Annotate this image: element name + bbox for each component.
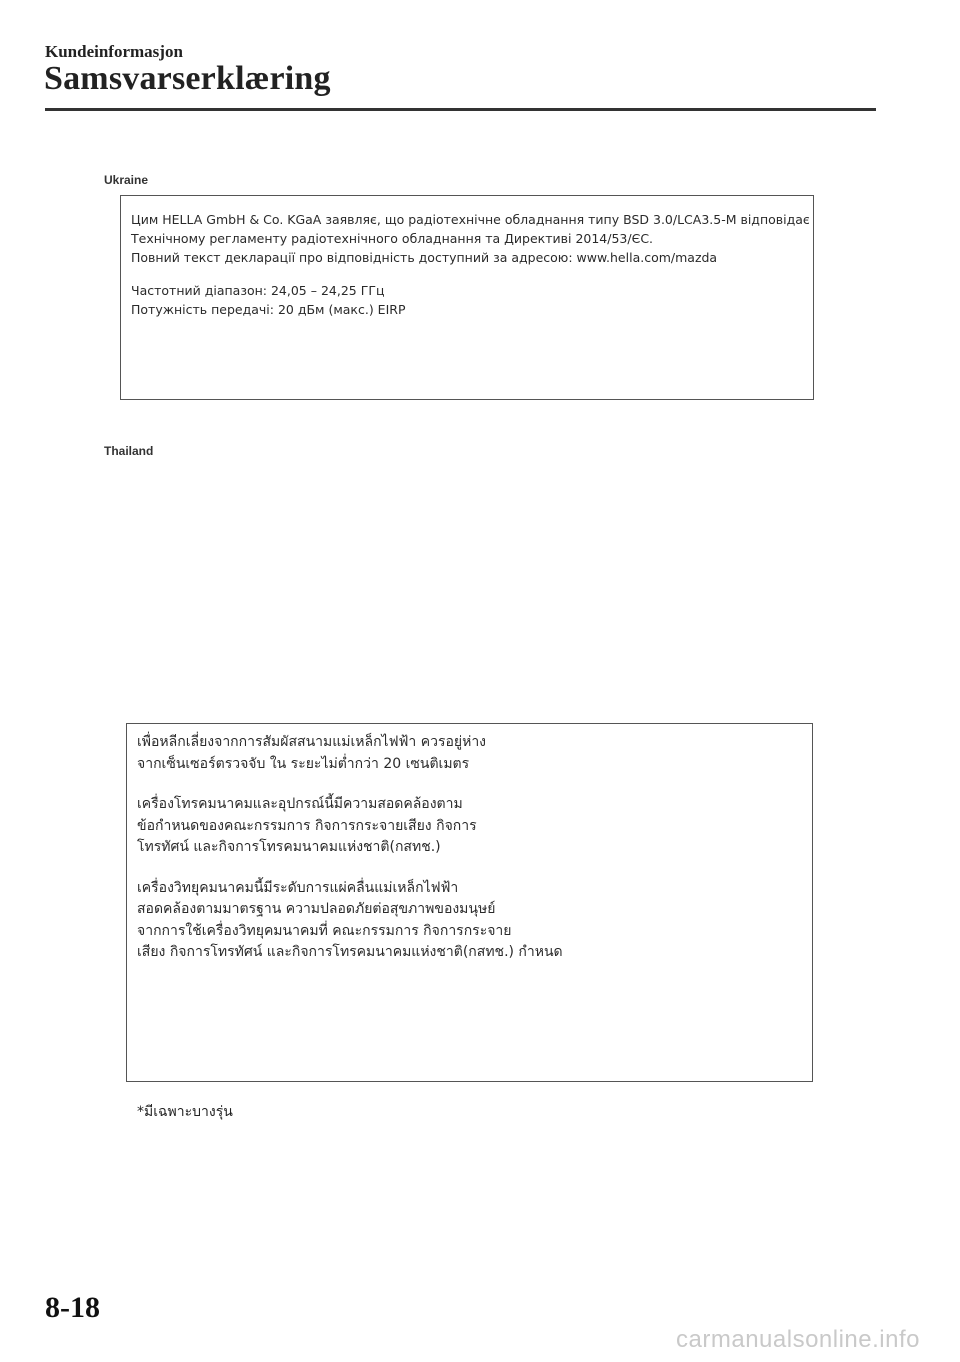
- page-number: 8-18: [45, 1291, 100, 1324]
- thailand-text-line: จากเซ็นเซอร์ตรวจจับ ใน ระยะไม่ต่ำกว่า 20 เซนติเมตร: [137, 755, 470, 772]
- country-label-ukraine: Ukraine: [104, 173, 149, 187]
- thailand-declaration-box: [126, 723, 813, 1082]
- thailand-text-line: เครื่องวิทยุคมนาคมนี้มีระดับการแผ่คลื่นแม่เหล็กไฟฟ้า: [137, 879, 459, 896]
- footnote: *มีเฉพาะบางรุ่น: [137, 1104, 233, 1120]
- thailand-text-line: เครื่องโทรคมนาคมและอุปกรณ์นี้มีความสอดคล้องตาม: [137, 796, 463, 812]
- ukraine-frequency-line: Частотний діапазон: 24,05 – 24,25 ГГц: [131, 283, 385, 298]
- ukraine-text-line: Цим HELLA GmbH & Co. KGaA заявляє, що радіотехнічне обладнання типу BSD 3.0/LCA3.5-M відповідає: [131, 212, 810, 227]
- section-label: Kundeinformasjon: [45, 42, 183, 61]
- ukraine-declaration-box: [120, 195, 814, 400]
- ukraine-text-line: Технічному регламенту радіотехнічного обладнання та Директиві 2014/53/ЄС.: [131, 231, 654, 246]
- thailand-text-line: โทรทัศน์ และกิจการโทรคมนาคมแห่งชาติ(กสทช.): [137, 839, 441, 855]
- thailand-text-line: สอดคล้องตามมาตรฐาน ความปลอดภัยต่อสุขภาพของมนุษย์: [137, 901, 496, 917]
- thailand-text-line: ข้อกำหนดของคณะกรรมการ กิจการกระจายเสียง กิจการ: [137, 817, 477, 834]
- page-title: Samsvarserklæring: [44, 60, 331, 97]
- ukraine-text-line: Повний текст декларації про відповідність доступний за адресою: www.hella.com/mazda: [131, 250, 718, 265]
- ukraine-power-line: Потужність передачі: 20 дБм (макс.) EIRP: [131, 302, 406, 317]
- thailand-text-line: เพื่อหลีกเลี่ยงจากการสัมผัสสนามแม่เหล็กไฟฟ้า ควรอยู่ห่าง: [137, 734, 487, 750]
- thailand-text-line: เสียง กิจการโทรทัศน์ และกิจการโทรคมนาคมแห่งชาติ(กสทช.) กำหนด: [137, 944, 563, 960]
- title-divider: [45, 108, 876, 111]
- country-label-thailand: Thailand: [104, 444, 154, 458]
- thailand-text-line: จากการใช้เครื่องวิทยุคมนาคมที่ คณะกรรมการ กิจการกระจาย: [137, 922, 512, 939]
- watermark: carmanualsonline.info: [676, 1326, 920, 1353]
